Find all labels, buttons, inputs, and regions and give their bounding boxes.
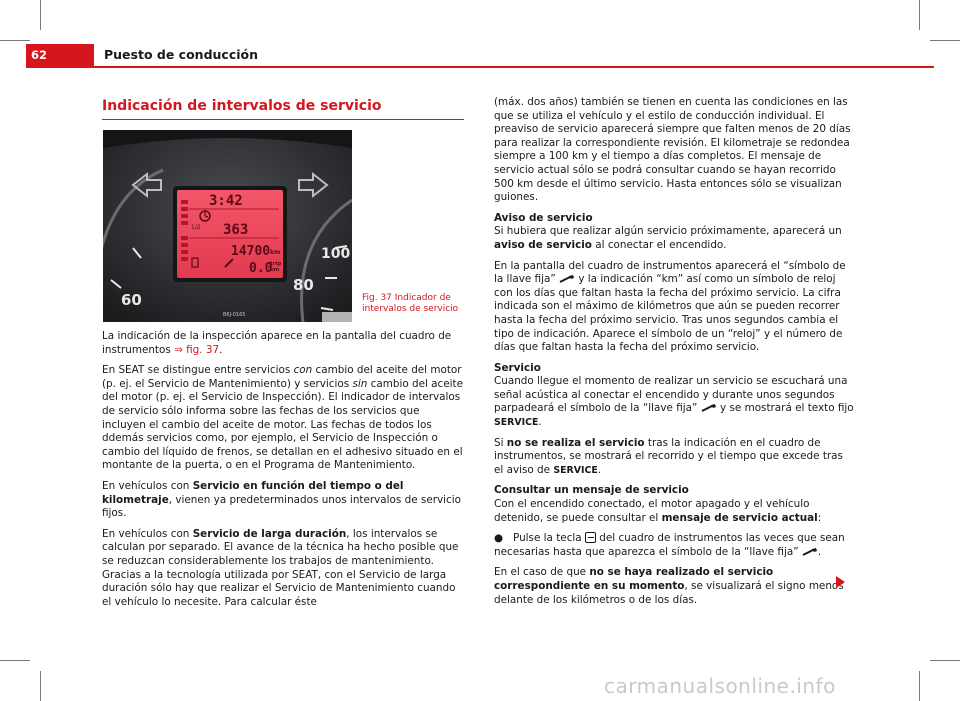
display-trip: 0.0 [249,261,273,276]
instrument-cluster-figure [103,130,352,322]
paragraph: En SEAT se distingue entre servicios con cambio del aceite del motor (p. ej. el Servicio de Mantenimiento) y servicios sin cambio del aceite del motor (p. ej. el Servicio de Inspección). El indicador de intervalos de servicio sólo informa sobre las fechas de los servicios que incluyen el cambio del aceite de motor. Las fechas de todos los ddemás servicios como, por ejemplo, el Servicio de Inspección o cambio del líquido de frenos, se detallan en el adhesivo situado en el montante de la puerta, o en el Programa de Mantenimiento. [102,364,463,472]
subheading-aviso: Aviso de servicio [494,211,593,224]
page-header [0,44,960,67]
bullet-item: ● Pulse la tecla del cuadro de instrumentos las veces que sean necesarias hasta que aparezca el símbolo de la “llave fija” . [494,532,845,558]
button-key-icon [585,532,596,543]
display-trip-label: trip [270,261,282,267]
paragraph: En la pantalla del cuadro de instrumentos aparecerá el “símbolo de la llave fija” y la indicación “km” así como un símbolo de reloj con los días que faltan hasta la fecha del próximo servicio. La cifra indicada son el máximo de kilómetros que aún se pueden recorrer hasta la fecha del próximo servicio. Tras unos segundos cambia el tipo de indicación. Aparece el símbolo de un “reloj” y el número de días que faltan hasta la fecha del próximo servicio. [494,259,846,354]
paragraph: En el caso de que no se haya realizado el servicio correspondiente en su momento, se visualizará el signo menos delante de los kilómetros o de los días. [494,566,844,606]
paragraph: La indicación de la inspección aparece en la pantalla del cuadro de instrumentos ⇒ fig. 37. [102,330,452,356]
display-odometer-unit: km [270,249,281,256]
paragraph: En vehículos con Servicio en función del tiempo o del kilometraje, vienen ya predeterminados unos intervalos de servicio fijos. [102,479,461,520]
gauge-label-60: 60 [121,291,142,309]
display-odometer: 14700 [231,244,271,259]
display-days: 363 [223,222,249,238]
crop-mark [40,0,41,30]
crop-mark [0,40,30,41]
gauge-label-100: 100 [321,246,351,262]
right-column [494,96,854,614]
watermark: carmanualsonline.info [604,674,836,698]
header-rule [26,66,934,68]
paragraph: Consultar un mensaje de servicio Con el encendido conectado, el motor apagado y el vehículo detenido, se puede consultar el mensaje de servicio actual: [494,484,854,525]
fuel-half-label: 1/2 [191,224,201,231]
display-time: 3:42 [209,193,243,209]
crop-mark [930,40,960,41]
gauge-label-80: 80 [293,276,314,294]
wrench-icon [701,404,717,412]
crop-mark [930,660,960,661]
crop-mark [919,671,920,701]
crop-mark [919,0,920,30]
continue-arrow-icon [836,576,845,588]
wrench-icon [559,275,575,283]
paragraph: Servicio Cuando llegue el momento de realizar un servicio se escuchará una señal acústica al conectar el encendido y durante unos segundos parpadeará el símbolo de la “llave fija” y se mostrará el texto fijo SERVICE. [494,361,854,429]
page-number: 62 [26,44,94,67]
chapter-title: Puesto de conducción [104,47,259,62]
crop-mark [40,671,41,701]
subheading-consultar: Consultar un mensaje de servicio [494,484,689,497]
section-title: Indicación de intervalos de servicio [102,98,382,114]
subheading-servicio: Servicio [494,361,541,374]
paragraph: (máx. dos años) también se tienen en cuenta las condiciones en las que se utiliza el vehículo y el estilo de conducción individual. El preaviso de servicio aparecerá siempre que falten menos de 20 días para realizar la correspondiente revisión. El kilometraje se redondea siempre a 100 km y el tiempo a días completos. El mensaje de servicio actual sólo se podrá consultar cuando se hayan recorrido 500 km desde el último servicio. Hasta entonces sólo se visualizan guiones. [494,96,851,204]
paragraph: Si no se realiza el servicio tras la indicación en el cuadro de instrumentos, se mostrará el recorrido y el tiempo que excede tras el aviso de SERVICE. [494,436,843,476]
bullet-dot: ● [494,532,504,545]
left-column [102,330,464,616]
figure-caption: Fig. 37 Indicador de intervalos de servicio [362,293,459,314]
paragraph: Aviso de servicio Si hubiera que realizar algún servicio próximamente, aparecerá un aviso de servicio al conectar el encendido. [494,212,854,253]
paragraph: En vehículos con Servicio de larga duración, los intervalos se calculan por separado. El avance de la técnica ha hecho posible que se reduzcan considerablemente los trabajos de mantenimiento. Gracias a la tecnología utilizada por SEAT, con el Servicio de larga duración sólo hay que realizar el Servicio de Mantenimiento cuando el vehículo lo necesite. Para calcular éste [102,527,459,608]
display-trip-unit: km [270,267,280,273]
crop-mark [0,660,30,661]
figure-code: B6J-0165 [223,312,246,318]
wrench-icon [802,548,818,556]
instrument-cluster-illustration [103,130,352,322]
section-rule [102,119,464,120]
figure-reference-link[interactable]: ⇒ fig. 37 [174,343,220,356]
